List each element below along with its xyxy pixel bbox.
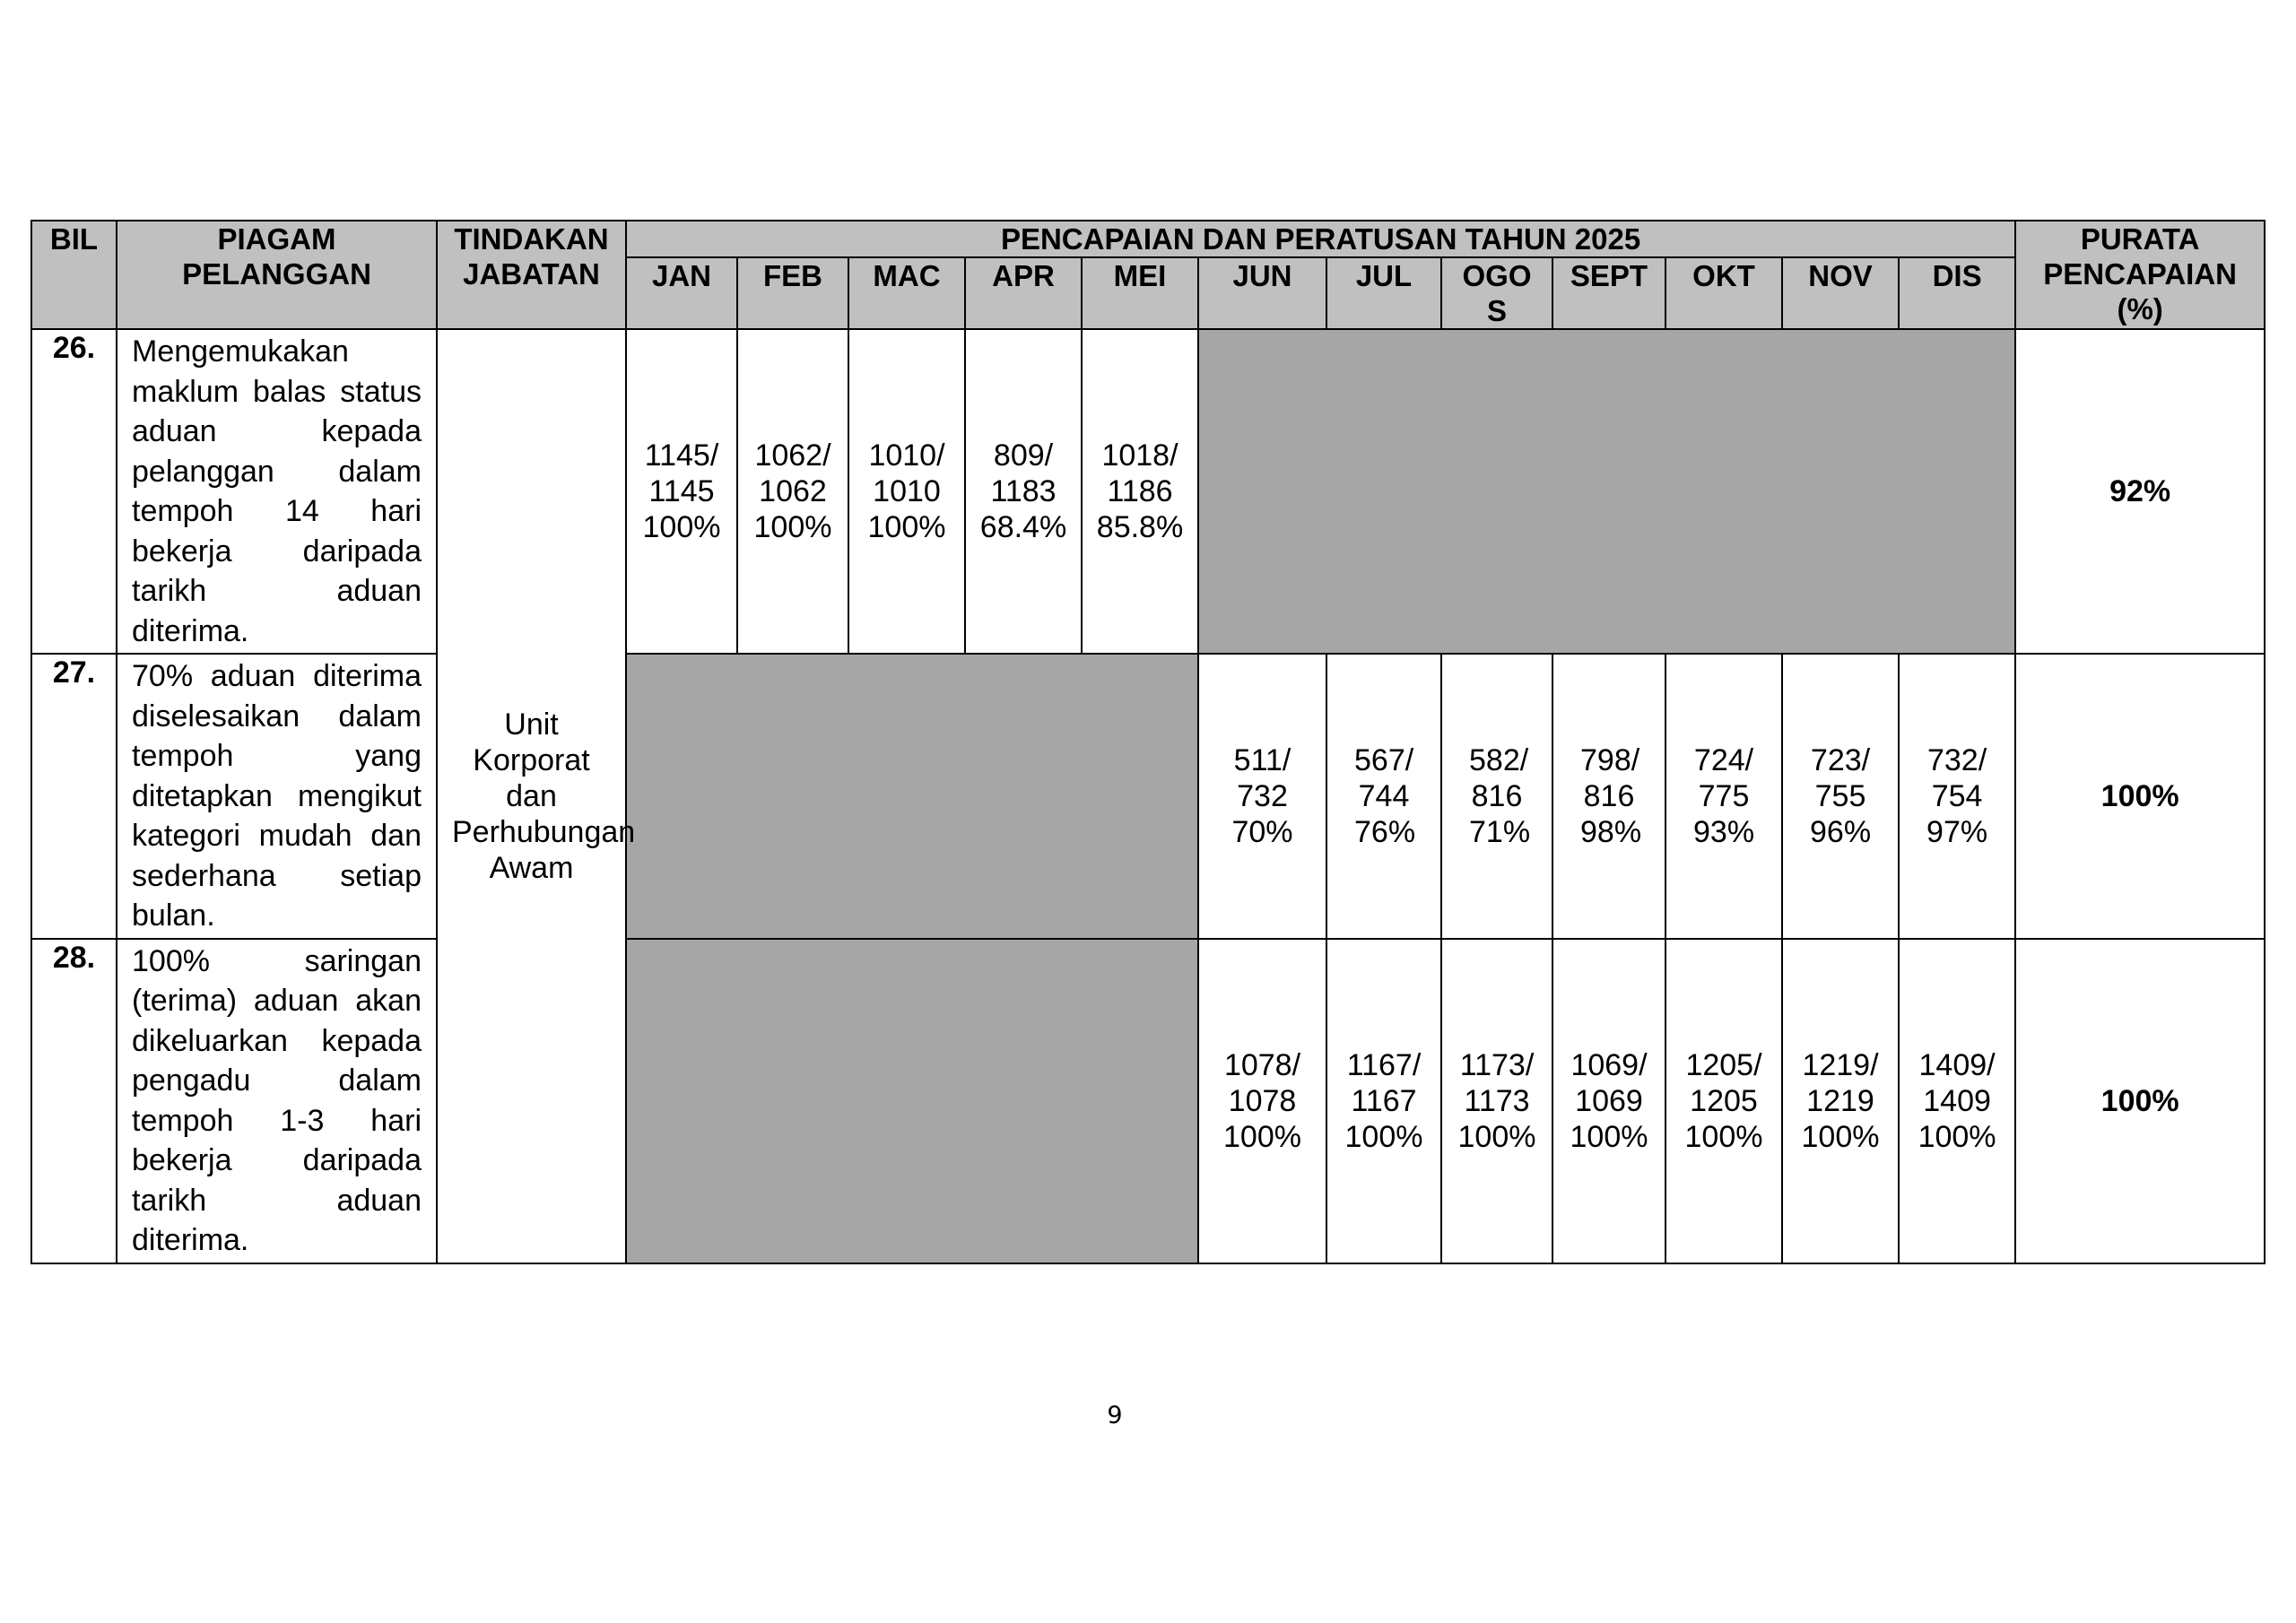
month-header-jan: JAN [626, 257, 737, 329]
shaded-cell [626, 654, 1198, 939]
month-header-jul: JUL [1326, 257, 1441, 329]
value-cell: 1145/ 1145 100% [626, 329, 737, 654]
value-cell: 1205/ 1205 100% [1665, 939, 1782, 1263]
month-header-feb: FEB [737, 257, 848, 329]
value-cell: 809/ 1183 68.4% [965, 329, 1082, 654]
value-cell: 1010/ 1010 100% [848, 329, 965, 654]
value-cell: 724/ 775 93% [1665, 654, 1782, 939]
value-cell: 1018/ 1186 85.8% [1082, 329, 1198, 654]
month-header-nov: NOV [1782, 257, 1899, 329]
month-header-apr: APR [965, 257, 1082, 329]
piagam-text: 100% saringan (terima) aduan akan dikeluarkan kepada pengadu dalam tempoh 1-3 hari bekerja daripada tarikh aduan diterima. [117, 939, 437, 1263]
header-tindakan: TINDAKAN JABATAN [437, 221, 626, 329]
shaded-cell [1198, 329, 2015, 654]
table-row [31, 329, 2265, 654]
header-piagam: PIAGAM PELANGGAN [117, 221, 437, 329]
purata-value: 100% [2015, 654, 2265, 939]
value-cell: 1078/ 1078 100% [1198, 939, 1326, 1263]
page-number: 9 [1107, 1402, 1123, 1429]
month-header-dis: DIS [1899, 257, 2015, 329]
row-number: 27. [31, 654, 117, 939]
month-header-mac: MAC [848, 257, 965, 329]
value-cell: 1173/ 1173 100% [1441, 939, 1552, 1263]
value-cell: 1219/ 1219 100% [1782, 939, 1899, 1263]
month-header-sept: SEPT [1552, 257, 1665, 329]
value-cell: 798/ 816 98% [1552, 654, 1665, 939]
month-header-mei: MEI [1082, 257, 1198, 329]
month-header-jun: JUN [1198, 257, 1326, 329]
achievement-table [30, 220, 2266, 1264]
value-cell: 723/ 755 96% [1782, 654, 1899, 939]
value-cell: 1069/ 1069 100% [1552, 939, 1665, 1263]
value-cell: 1409/ 1409 100% [1899, 939, 2015, 1263]
value-cell: 567/ 744 76% [1326, 654, 1441, 939]
value-cell: 1167/ 1167 100% [1326, 939, 1441, 1263]
piagam-text: Mengemukakan maklum balas status aduan kepada pelanggan dalam tempoh 14 hari bekerja daripada tarikh aduan diterima. [117, 329, 437, 654]
table-row [31, 654, 2265, 939]
header-bil: BIL [31, 221, 117, 329]
shaded-cell [626, 939, 1198, 1263]
month-header-okt: OKT [1665, 257, 1782, 329]
row-number: 26. [31, 329, 117, 654]
table-row [31, 939, 2265, 1263]
month-header-ogos: OGOS [1441, 257, 1552, 329]
value-cell: 511/ 732 70% [1198, 654, 1326, 939]
purata-value: 100% [2015, 939, 2265, 1263]
value-cell: 582/ 816 71% [1441, 654, 1552, 939]
header-purata: PURATA PENCAPAIAN (%) [2015, 221, 2265, 329]
unit-tindakan: Unit Korporat dan Perhubungan Awam [437, 329, 626, 1263]
value-cell: 732/ 754 97% [1899, 654, 2015, 939]
piagam-text: 70% aduan diterima diselesaikan dalam tempoh yang ditetapkan mengikut kategori mudah dan sederhana setiap bulan. [117, 654, 437, 939]
header-pencapaian: PENCAPAIAN DAN PERATUSAN TAHUN 2025 [626, 221, 2015, 257]
value-cell: 1062/ 1062 100% [737, 329, 848, 654]
purata-value: 92% [2015, 329, 2265, 654]
row-number: 28. [31, 939, 117, 1263]
